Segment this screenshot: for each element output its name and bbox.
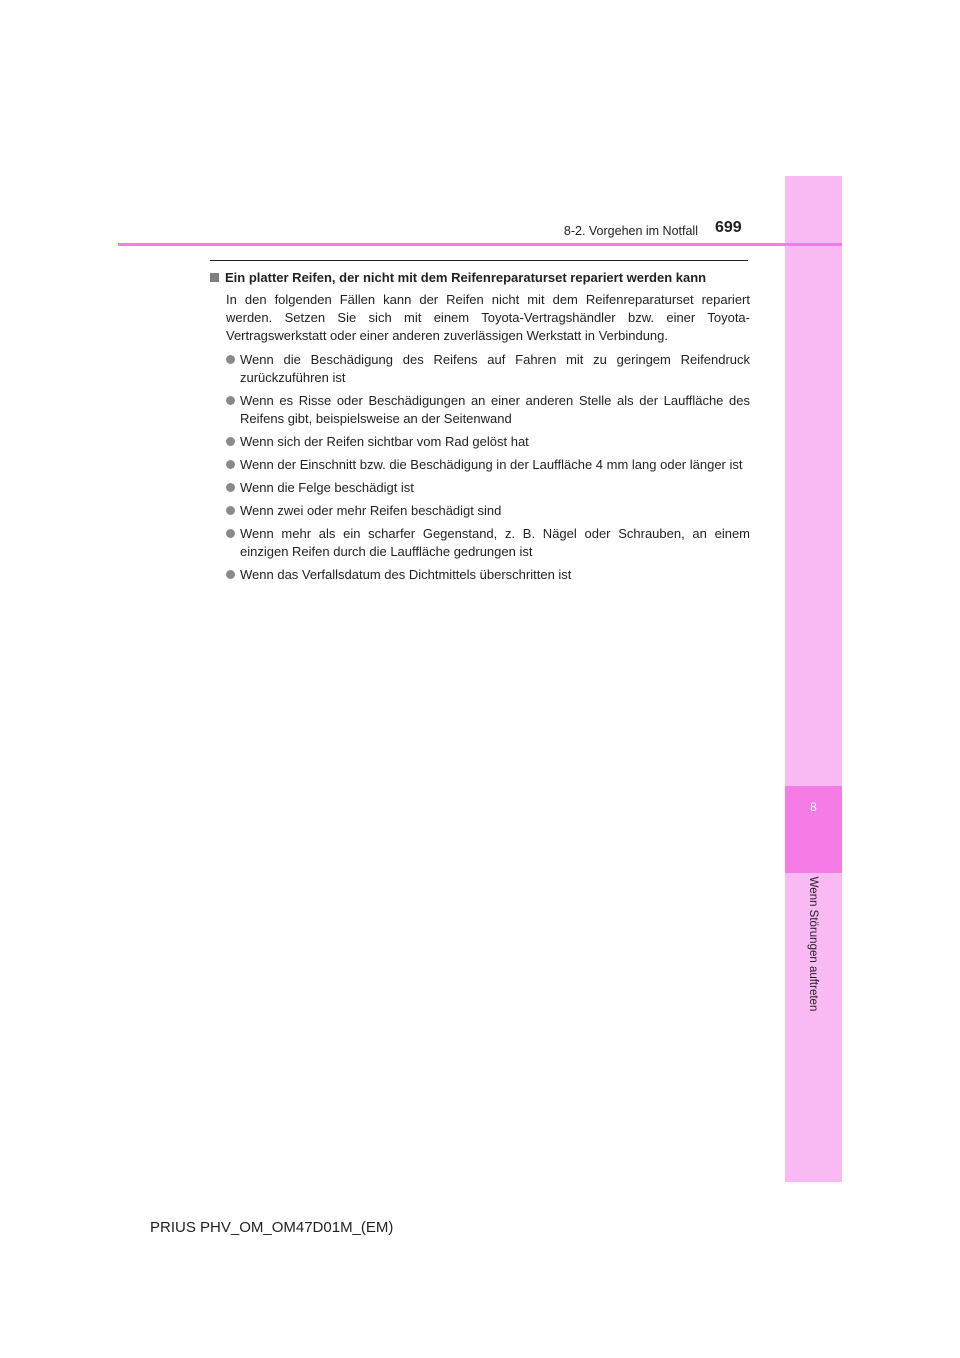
circle-bullet-icon <box>226 396 235 405</box>
list-item-text: Wenn mehr als ein scharfer Gegenstand, z. B. Nägel oder Schrauben, an einem einzigen Reifen durch die Lauffläche gedrungen ist <box>240 526 750 559</box>
content-divider <box>210 260 748 261</box>
section-heading-text: Ein platter Reifen, der nicht mit dem Reifenreparaturset repariert werden kann <box>225 270 707 285</box>
list-item <box>226 351 750 387</box>
list-item-text: Wenn es Risse oder Beschädigungen an einer anderen Stelle als der Lauffläche des Reifens gibt, beispielsweise an der Seitenwand <box>240 393 750 426</box>
list-item <box>226 392 750 428</box>
list-item <box>226 433 750 451</box>
list-item-text: Wenn zwei oder mehr Reifen beschädigt sind <box>240 503 502 518</box>
header-rule <box>118 243 842 246</box>
list-item <box>226 479 750 497</box>
bullet-list <box>210 351 750 584</box>
page-number: 699 <box>715 219 742 236</box>
section-heading <box>210 269 750 287</box>
list-item <box>226 456 750 474</box>
circle-bullet-icon <box>226 529 235 538</box>
circle-bullet-icon <box>226 506 235 515</box>
circle-bullet-icon <box>226 437 235 446</box>
chapter-number: 8 <box>810 800 817 814</box>
circle-bullet-icon <box>226 483 235 492</box>
main-content <box>210 269 750 589</box>
list-item-text: Wenn die Beschädigung des Reifens auf Fahren mit zu geringem Reifendruck zurückzuführen ist <box>240 352 750 385</box>
list-item-text: Wenn der Einschnitt bzw. die Beschädigung in der Lauffläche 4 mm lang oder länger ist <box>240 457 743 472</box>
chapter-side-tab <box>785 176 842 1182</box>
circle-bullet-icon <box>226 460 235 469</box>
intro-paragraph: In den folgenden Fällen kann der Reifen nicht mit dem Reifenreparaturset repariert werden. Setzen Sie sich mit einem Toyota-Vertragshändler bzw. einer Toyota-Vertragswerkstatt oder einer anderen zuverlässigen Werkstatt in Verbindung. <box>226 292 750 343</box>
list-item-text: Wenn die Felge beschädigt ist <box>240 480 414 495</box>
list-item <box>226 525 750 561</box>
circle-bullet-icon <box>226 570 235 579</box>
list-item-text: Wenn sich der Reifen sichtbar vom Rad gelöst hat <box>240 434 529 449</box>
square-bullet-icon <box>210 273 219 282</box>
document-id: PRIUS PHV_OM_OM47D01M_(EM) <box>150 1219 394 1236</box>
chapter-title: Wenn Störungen auftreten <box>807 876 819 1012</box>
list-item <box>226 502 750 520</box>
list-item-text: Wenn das Verfallsdatum des Dichtmittels überschritten ist <box>240 567 572 582</box>
circle-bullet-icon <box>226 355 235 364</box>
section-label: 8-2. Vorgehen im Notfall <box>563 224 698 238</box>
list-item <box>226 566 750 584</box>
